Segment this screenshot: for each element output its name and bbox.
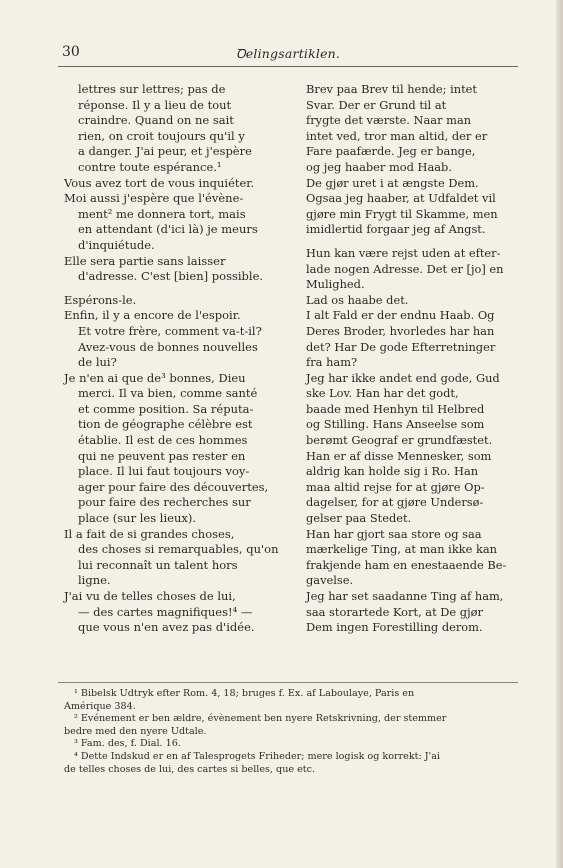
danish-line: imidlertid forgaar jeg af Angst. bbox=[306, 222, 486, 237]
french-line: pour faire des recherches sur bbox=[78, 495, 251, 510]
footnotes bbox=[64, 688, 520, 776]
footnote-line: de telles choses de lui, des cartes si belles, que etc. bbox=[64, 763, 316, 775]
danish-column bbox=[306, 82, 520, 636]
danish-line: Deres Broder, hvorledes har han bbox=[306, 323, 495, 338]
danish-line: Han har gjort saa store og saa bbox=[306, 526, 482, 541]
danish-line: baade med Henhyn til Helbred bbox=[306, 401, 485, 416]
danish-line: De gjør uret i at ængste Dem. bbox=[306, 175, 479, 190]
french-line: merci. Il va bien, comme santé bbox=[78, 386, 258, 401]
danish-line: frakjende ham en enestaaende Be- bbox=[306, 557, 507, 572]
danish-line: mærkelige Ting, at man ikke kan bbox=[306, 542, 498, 557]
danish-line: saa storartede Kort, at De gjør bbox=[306, 604, 483, 619]
danish-line: Brev paa Brev til hende; intet bbox=[306, 82, 477, 96]
footnote-line: ⁴ Dette Indskud er en af Talesprogets Friheder; mere logisk og korrekt: J'ai bbox=[74, 750, 441, 762]
french-column bbox=[64, 82, 279, 636]
french-line: d'adresse. C'est [bien] possible. bbox=[78, 269, 264, 284]
french-line: Elle sera partie sans laisser bbox=[64, 253, 226, 268]
danish-line: Mulighed. bbox=[306, 277, 365, 292]
page-header bbox=[58, 44, 518, 66]
french-line: a danger. J'ai peur, et j'espère bbox=[78, 144, 252, 159]
french-line: Il a fait de si grandes choses, bbox=[64, 526, 235, 541]
french-line: place. Il lui faut toujours voy- bbox=[78, 464, 250, 479]
french-line: ager pour faire des découvertes, bbox=[78, 479, 269, 494]
french-line: contre toute espérance.¹ bbox=[78, 159, 222, 174]
danish-line: intet ved, tror man altid, der er bbox=[306, 128, 488, 143]
footnote-line: Amérique 384. bbox=[64, 700, 136, 712]
french-line: lui reconnaît un talent hors bbox=[78, 557, 238, 572]
danish-line: gavelse. bbox=[306, 573, 354, 588]
danish-line: og jeg haaber mod Haab. bbox=[306, 159, 452, 174]
french-line: Espérons-le. bbox=[64, 292, 137, 307]
french-line: Moi aussi j'espère que l'évène- bbox=[64, 191, 244, 206]
french-line: rien, on croit toujours qu'il y bbox=[78, 128, 245, 143]
danish-line: lade nogen Adresse. Det er [jo] en bbox=[306, 261, 504, 276]
french-line: tion de géographe célèbre est bbox=[78, 417, 253, 432]
french-line: Et votre frère, comment va-t-il? bbox=[78, 323, 262, 338]
french-line: en attendant (d'ici là) je meurs bbox=[78, 222, 258, 237]
french-line: d'inquiétude. bbox=[78, 237, 155, 252]
danish-line: aldrig kan holde sig i Ro. Han bbox=[306, 464, 479, 479]
danish-line: maa altid rejse for at gjøre Op- bbox=[306, 479, 485, 494]
danish-line: ske Lov. Han har det godt, bbox=[306, 386, 459, 401]
footnote-rule bbox=[58, 682, 518, 683]
french-line: de lui? bbox=[78, 355, 117, 370]
danish-line: Jeg har set saadanne Ting af ham, bbox=[306, 589, 504, 603]
french-line: que vous n'en avez pas d'idée. bbox=[78, 620, 255, 635]
danish-line: Svar. Der er Grund til at bbox=[306, 97, 447, 112]
danish-line: Jeg har ikke andet end gode, Gud bbox=[306, 370, 500, 385]
french-line: des choses si remarquables, qu'on bbox=[78, 542, 279, 557]
french-line: lettres sur lettres; pas de bbox=[78, 82, 226, 96]
french-line: — des cartes magnifiques!⁴ — bbox=[78, 604, 253, 619]
footnote-line: bedre med den nyere Udtale. bbox=[64, 725, 207, 737]
danish-line: Ogsaa jeg haaber, at Udfaldet vil bbox=[306, 191, 496, 206]
danish-line: Han er af disse Mennesker, som bbox=[306, 448, 492, 463]
french-line: Enfin, il y a encore de l'espoir. bbox=[64, 308, 241, 323]
footnote-line: ² Evénement er ben ældre, évènement ben nyere Retskrivning, der stemmer bbox=[74, 713, 447, 725]
danish-line: I alt Fald er der endnu Haab. Og bbox=[306, 308, 495, 323]
french-line: place (sur les lieux). bbox=[78, 511, 196, 526]
header-rule bbox=[58, 66, 518, 67]
danish-line: gjøre min Frygt til Skamme, men bbox=[306, 206, 498, 221]
danish-line: berømt Geograf er grundfæstet. bbox=[306, 433, 493, 448]
footnote-line: ¹ Bibelsk Udtryk efter Rom. 4, 18; bruges f. Ex. af Laboulaye, Paris en bbox=[74, 688, 415, 699]
danish-line: Fare paafærde. Jeg er bange, bbox=[306, 144, 476, 159]
danish-line: Lad os haabe det. bbox=[306, 292, 409, 307]
danish-line: frygte det værste. Naar man bbox=[306, 113, 472, 128]
danish-line: og Stilling. Hans Anseelse som bbox=[306, 417, 485, 432]
french-line: J'ai vu de telles choses de lui, bbox=[64, 589, 236, 603]
french-line: craindre. Quand on ne sait bbox=[78, 113, 234, 128]
danish-line: gelser paa Stedet. bbox=[306, 511, 412, 526]
french-line: Je n'en ai que de³ bonnes, Dieu bbox=[64, 370, 246, 385]
footnote-line: ³ Fam. des, f. Dial. 16. bbox=[74, 738, 181, 750]
french-line: Avez-vous de bonnes nouvelles bbox=[78, 339, 258, 354]
french-line: établie. Il est de ces hommes bbox=[78, 433, 248, 448]
danish-line: Dem ingen Forestilling derom. bbox=[306, 620, 483, 635]
french-line: et comme position. Sa réputa- bbox=[78, 401, 254, 416]
french-line bbox=[64, 285, 269, 293]
page-edge bbox=[556, 0, 563, 868]
french-line: ment² me donnera tort, mais bbox=[78, 206, 246, 221]
running-head: Ꝺelingsartiklen. bbox=[235, 46, 341, 61]
danish-line: Hun kan være rejst uden at efter- bbox=[306, 245, 501, 260]
french-line: Vous avez tort de vous inquiéter. bbox=[64, 175, 255, 190]
page-number: 30 bbox=[62, 44, 80, 60]
french-line: ligne. bbox=[78, 573, 111, 588]
danish-line bbox=[306, 238, 520, 246]
french-line: qui ne peuvent pas rester en bbox=[78, 448, 246, 463]
danish-line: fra ham? bbox=[306, 355, 358, 370]
french-line: réponse. Il y a lieu de tout bbox=[78, 97, 232, 112]
danish-line: dagelser, for at gjøre Undersø- bbox=[306, 495, 484, 510]
danish-line: det? Har De gode Efterretninger bbox=[306, 339, 496, 354]
